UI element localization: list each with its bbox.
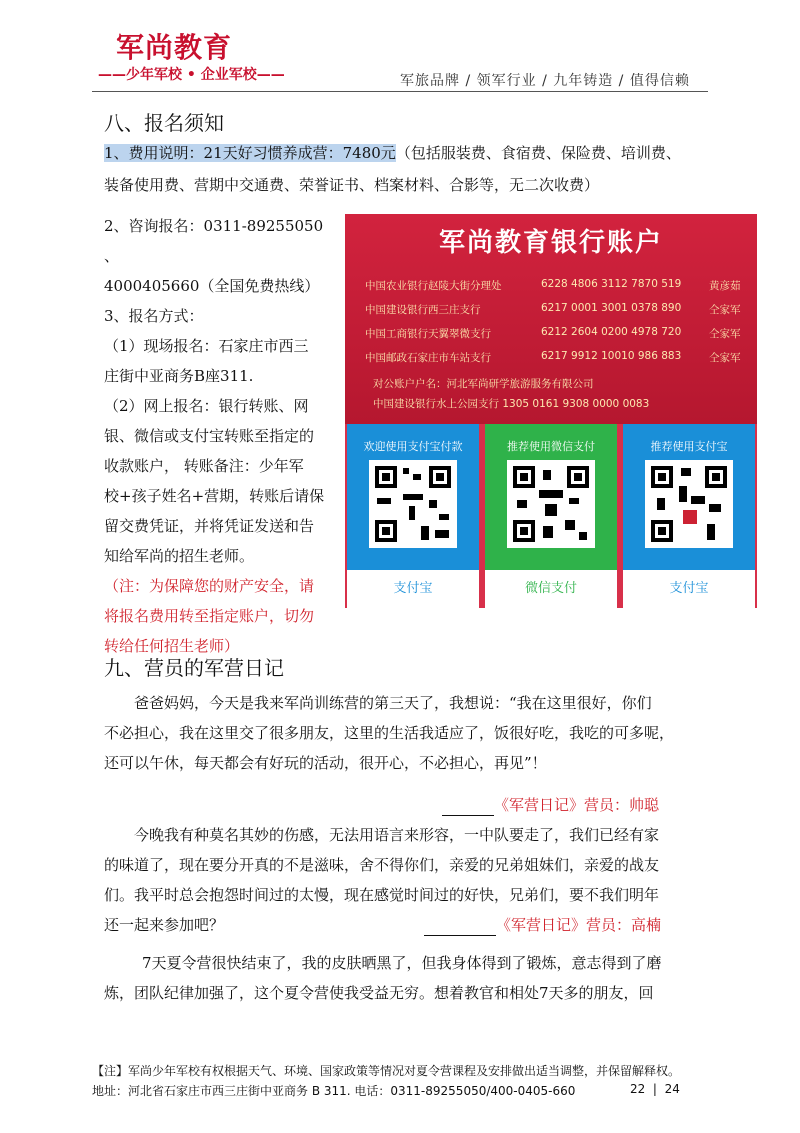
method-line: 庄街中亚商务B座311. [104, 367, 254, 385]
registration-left-column [104, 211, 340, 661]
bank-account-number: 6217 9912 10010 986 883 [541, 350, 682, 362]
bank-name: 中国邮政石家庄市车站支行 [365, 352, 491, 364]
diary-line: 不必担心，我在这里交了很多朋友，这里的生活我适应了，饭很好吃，我吃的可多呢， [104, 724, 675, 742]
diary-line: 爸爸妈妈，今天是我来军尚训练营的第三天了，我想说：“我在这里很好，你们 [134, 694, 652, 712]
method-line: 校+孩子姓名+营期，转账后请保 [104, 487, 325, 505]
diary-signature-1 [442, 790, 659, 820]
bank-account-number: 6217 0001 3001 0378 890 [541, 302, 682, 314]
account-holder: 仝家军 [709, 328, 741, 340]
diary-line: 炼，团队纪律加强了，这个夏令营使我受益无穷。想着教官和相处7天多的朋友，回 [104, 984, 654, 1002]
alipay-qr-panel [347, 424, 479, 608]
account-holder: 仝家军 [709, 352, 741, 364]
header-divider [92, 91, 708, 92]
qr-code-icon [645, 460, 733, 548]
bank-account-number: 6212 2604 0200 4978 720 [541, 326, 682, 338]
alipay-qr-panel-2 [623, 424, 755, 608]
fee-line-1 [104, 138, 681, 168]
bank-account-number: 6228 4806 3112 7870 519 [541, 278, 682, 290]
fee-rest: （包括服装费、食宿费、保险费、培训费、 [395, 144, 681, 162]
fee-highlight: 1、费用说明：21天好习惯养成营：7480元 [104, 144, 396, 162]
alipay-label: 支付宝 [623, 570, 755, 608]
bank-account-image [345, 214, 757, 608]
safety-note: （注：为保障您的财产安全，请 [104, 577, 315, 595]
diary-entry-1 [104, 688, 674, 778]
bank-name: 中国农业银行赵陵大街分理处 [365, 280, 502, 292]
panel-heading: 推荐使用微信支付 [507, 440, 595, 453]
page-number: 22 | 24 [630, 1082, 680, 1096]
diary-line: 今晚我有种莫名其妙的伤感，无法用语言来形容，一中队要走了，我们已经有家 [134, 826, 660, 844]
qr-code-icon [369, 460, 457, 548]
bank-name: 中国建设银行西三庄支行 [365, 304, 481, 316]
signature-dash [442, 797, 494, 816]
corporate-account-number: 中国建设银行水上公园支行 1305 0161 9308 0000 0083 [373, 398, 650, 410]
signature-text: 《军营日记》营员：帅聪 [494, 796, 660, 814]
diary-line: 的味道了，现在要分开真的不是滋味，舍不得你们，亲爱的兄弟姐妹们，亲爱的战友 [104, 856, 660, 874]
corporate-account-name: 对公账户户名：河北军尚研学旅游服务有限公司 [373, 378, 594, 390]
method-line: 知给军尚的招生老师。 [104, 547, 255, 565]
method-line: 收款账户， 转账备注：少年军 [104, 457, 304, 475]
safety-note: 转给任何招生老师） [104, 637, 240, 655]
account-holder: 黄彦茹 [709, 280, 741, 292]
consult-line-1: 2、咨询报名：0311-89255050 、 [104, 217, 324, 265]
diary-line: 还可以午休，每天都会有好玩的活动，很开心，不必担心，再见”！ [104, 754, 547, 772]
logo-subtitle: ——少年军校 • 企业军校—— [98, 67, 285, 83]
header-slogan: 军旅品牌 / 领军行业 / 九年铸造 / 值得信赖 [400, 73, 690, 89]
account-holder: 仝家军 [709, 304, 741, 316]
bank-title: 军尚教育银行账户 [438, 228, 663, 258]
wechat-qr-panel [485, 424, 617, 608]
method-title: 3、报名方式： [104, 307, 204, 325]
signature-dash [424, 917, 496, 936]
panel-heading: 推荐使用支付宝 [650, 440, 728, 453]
signature-text: 《军营日记》营员：高楠 [496, 916, 662, 934]
panel-heading: 欢迎使用支付宝付款 [363, 440, 463, 453]
diary-line: 还一起来参加吧？ [104, 916, 225, 934]
method-line: 留交费凭证，并将凭证发送和告 [104, 517, 315, 535]
wechat-pay-label: 微信支付 [485, 570, 617, 608]
method-line: （1）现场报名：石家庄市西三 [104, 337, 309, 355]
qr-code-icon [507, 460, 595, 548]
alipay-label: 支付宝 [347, 570, 479, 608]
method-line: 银、微信或支付宝转账至指定的 [104, 427, 315, 445]
diary-signature-2 [424, 910, 661, 940]
logo-title: 军尚教育 [116, 31, 233, 64]
section-title-diary: 九、营员的军营日记 [104, 656, 284, 680]
method-line: （2）网上报名：银行转账、网 [104, 397, 309, 415]
footer-note: 【注】军尚少年军校有权根据天气、环境、国家政策等情况对夏令营课程及安排做出适当调整，并保留解释权。 [92, 1064, 681, 1078]
footer-address: 地址：河北省石家庄市西三庄街中亚商务 B 311. 电话：0311-89255050/400-0405-660 [92, 1084, 576, 1098]
consult-line-2: 4000405660（全国免费热线） [104, 277, 320, 295]
diary-entry-3 [104, 948, 662, 1008]
diary-line: 们。我平时总会抱怨时间过的太慢，现在感觉时间过的好快，兄弟们，要不我们明年 [104, 886, 660, 904]
diary-line: 7天夏令营很快结束了，我的皮肤晒黑了，但我身体得到了锻炼，意志得到了磨 [142, 954, 662, 972]
section-title-registration: 八、报名须知 [104, 111, 224, 135]
bank-name: 中国工商银行天翼翠微支行 [365, 328, 491, 340]
fee-line-2: 装备使用费、营期中交通费、荣誉证书、档案材料、合影等，无二次收费） [104, 176, 600, 194]
safety-note: 将报名费用转至指定账户，切勿 [104, 607, 315, 625]
